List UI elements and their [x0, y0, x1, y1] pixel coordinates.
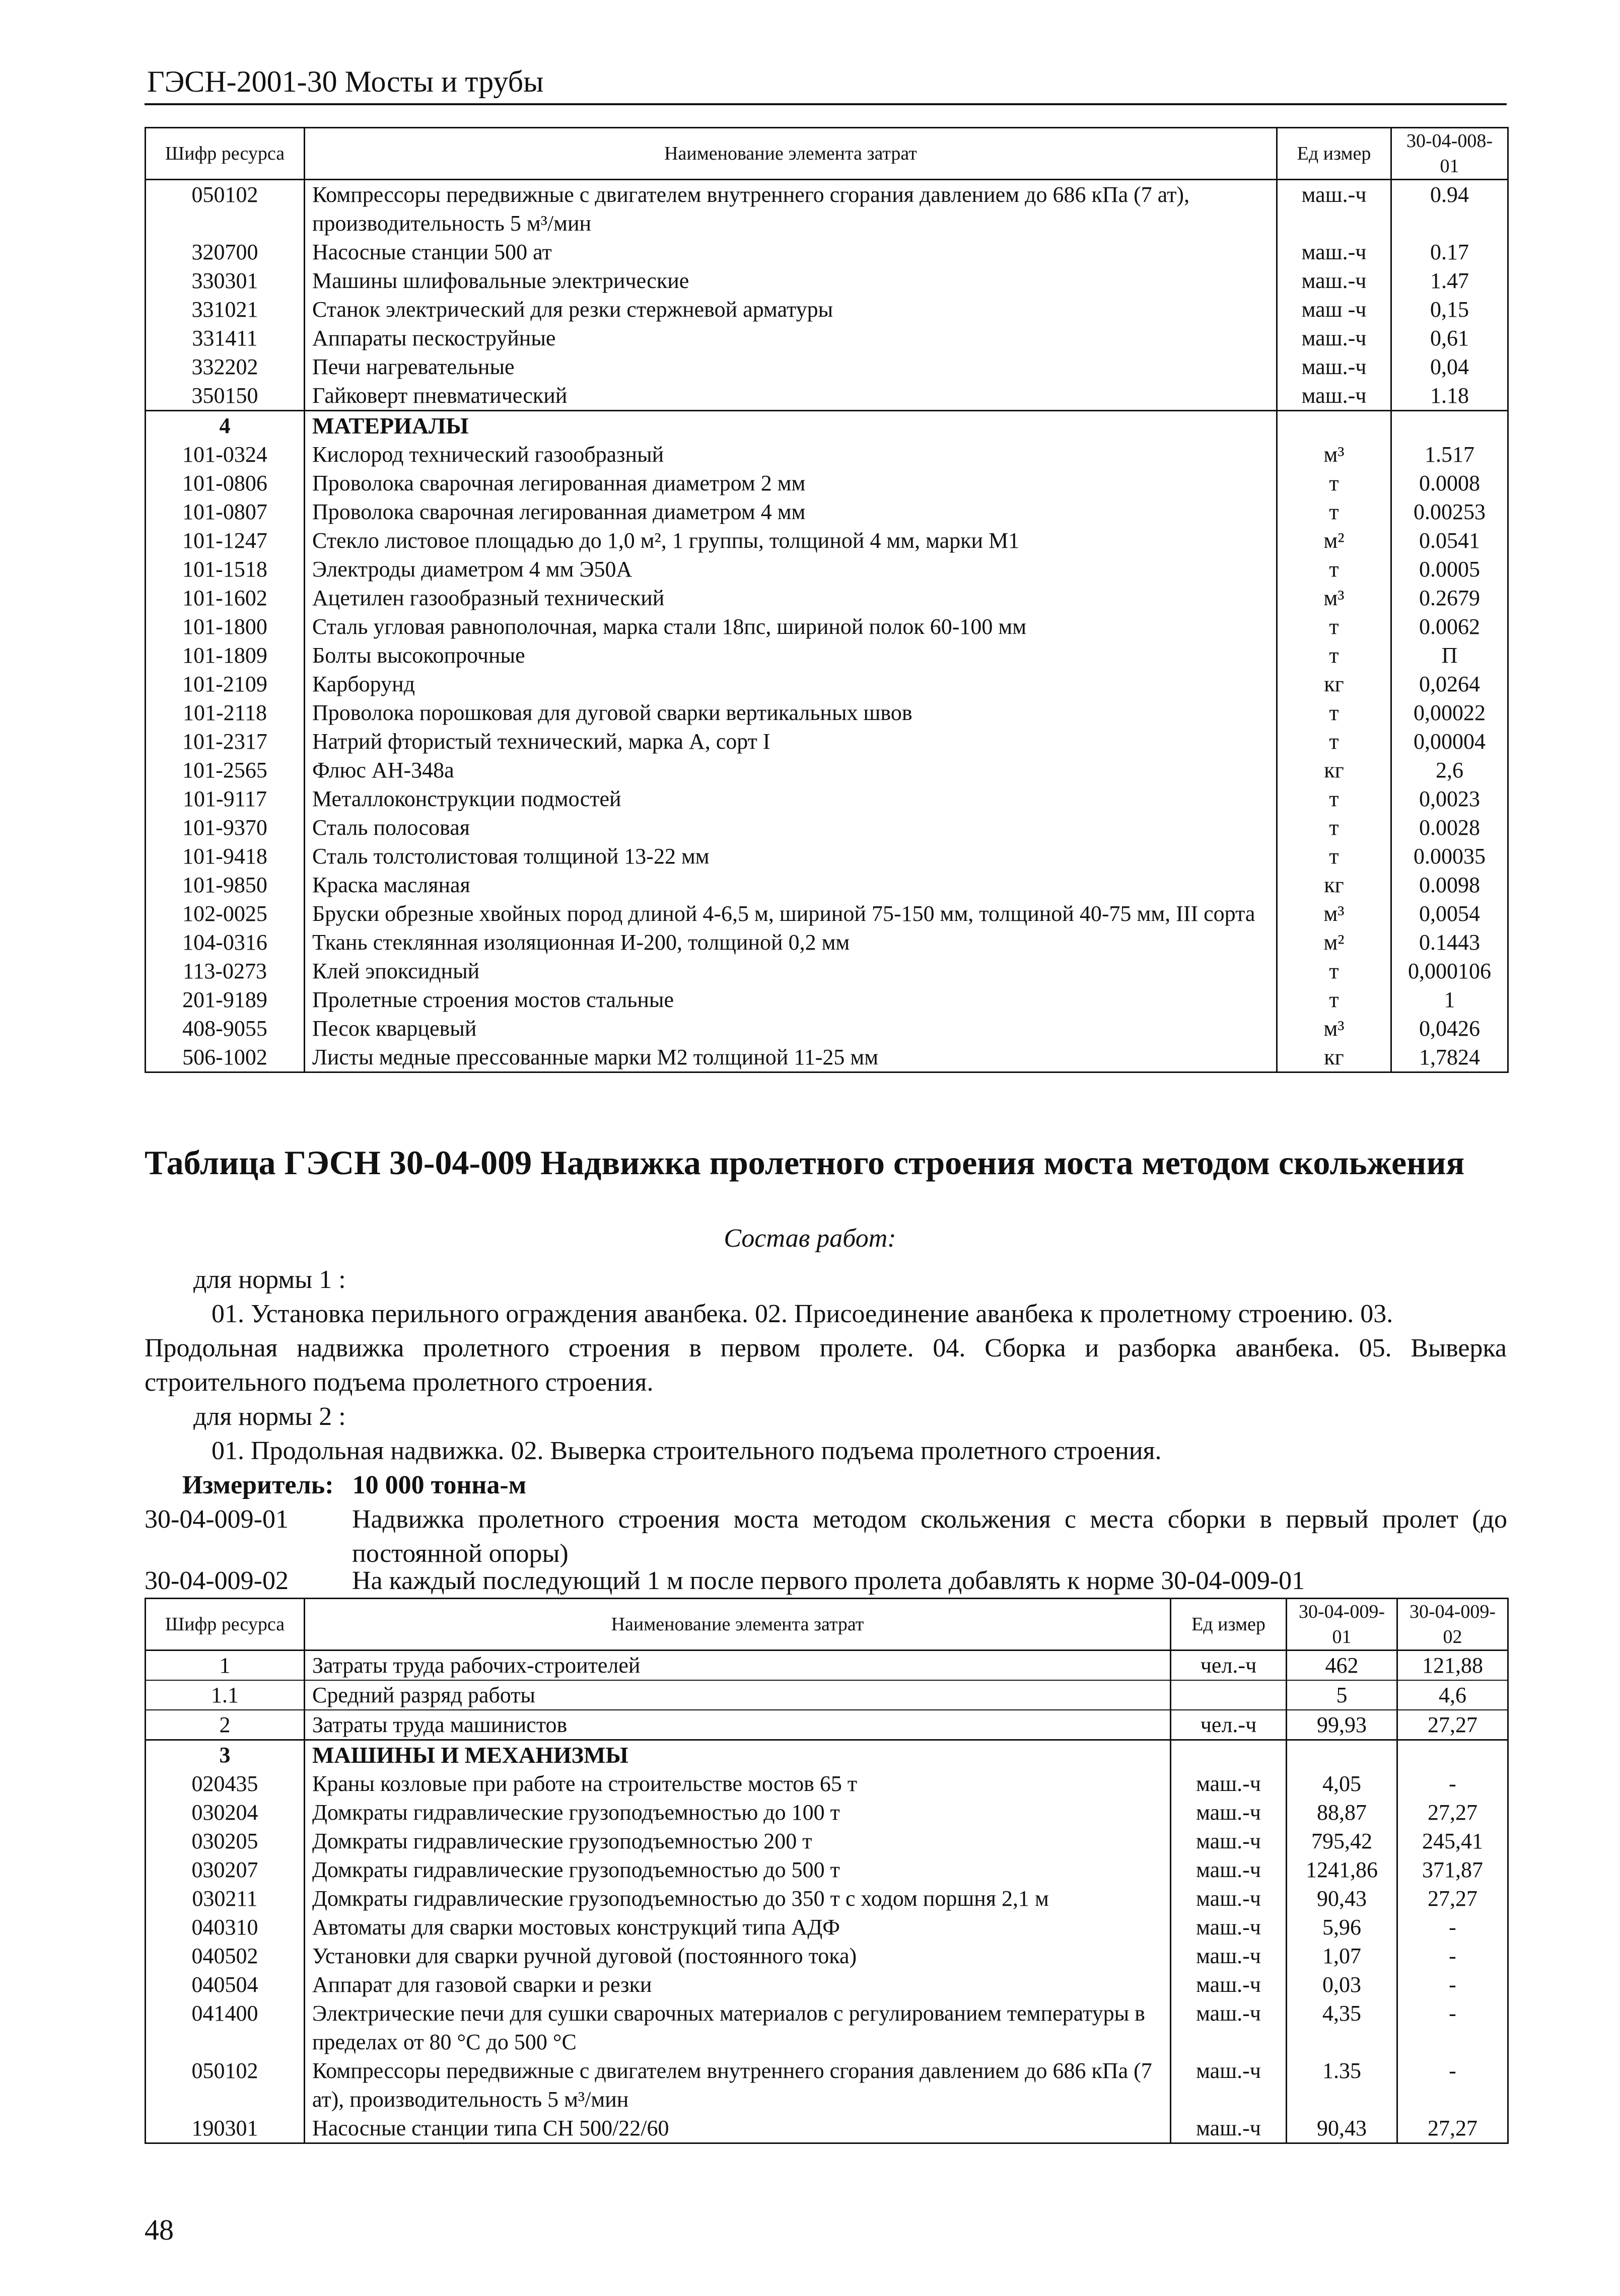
- unit-cell: маш.-ч: [1171, 1913, 1287, 1942]
- resource-code-cell: 040504: [146, 1970, 305, 1999]
- resource-name-cell: Флюс АН-348а: [305, 756, 1277, 784]
- header-code: Шифр ресурса: [146, 1599, 305, 1651]
- resource-code-cell: 408-9055: [146, 1014, 305, 1043]
- norm-value-cell: 2,6: [1391, 756, 1508, 784]
- norm-text: Надвижка пролетного строения моста методом скольжения с места сборки в первый пролет (до постоянной опоры): [352, 1505, 1507, 1568]
- measure-value: 10 000 тонна-м: [352, 1471, 527, 1499]
- table-row: [146, 871, 1508, 899]
- unit-cell: т: [1277, 842, 1391, 871]
- norm-text: На каждый последующий 1 м после первого пролета добавлять к норме 30-04-009-01: [352, 1566, 1305, 1595]
- table-row: [146, 727, 1508, 756]
- unit-cell: кг: [1277, 871, 1391, 899]
- table-row: [146, 1884, 1508, 1913]
- norm-value-cell: -: [1397, 2056, 1508, 2114]
- table-row: [146, 440, 1508, 469]
- norm-value-cell: -: [1397, 1913, 1508, 1942]
- norm-value-cell: 1,07: [1287, 1942, 1397, 1970]
- norm-value-cell: 0.00035: [1391, 842, 1508, 871]
- norm-value-cell: 0,03: [1287, 1970, 1397, 1999]
- resource-code-cell: 101-9418: [146, 842, 305, 871]
- resource-name-cell: Бруски обрезные хвойных пород длиной 4-6,5 м, шириной 75-150 мм, толщиной 40-75 мм, III сорта: [305, 899, 1277, 928]
- unit-cell: маш.-ч: [1277, 352, 1391, 381]
- unit-cell: т: [1277, 813, 1391, 842]
- section-row: [146, 1740, 1508, 1770]
- norm-value-cell: 0,0054: [1391, 899, 1508, 928]
- norm2-text: 01. Продольная надвижка. 02. Выверка строительного подъема пролетного строения.: [212, 1437, 1162, 1465]
- unit-cell: маш.-ч: [1171, 1999, 1287, 2056]
- unit-cell: т: [1277, 698, 1391, 727]
- table-row: [146, 670, 1508, 698]
- resource-code-cell: 350150: [146, 381, 305, 411]
- table-row: [146, 469, 1508, 497]
- unit-cell: кг: [1277, 756, 1391, 784]
- norm-value-cell: 4,35: [1287, 1999, 1397, 2056]
- resource-code-cell: 331411: [146, 324, 305, 352]
- resource-name-cell: Ткань стеклянная изоляционная И-200, толщиной 0,2 мм: [305, 928, 1277, 957]
- resource-name-cell: Ацетилен газообразный технический: [305, 584, 1277, 612]
- resource-code-cell: 030207: [146, 1855, 305, 1884]
- table-row: [146, 1651, 1508, 1681]
- table-row: [146, 1710, 1508, 1740]
- resource-name-cell: Установки для сварки ручной дуговой (постоянного тока): [305, 1942, 1171, 1970]
- table-row: [146, 295, 1508, 324]
- resource-name-cell: МАШИНЫ И МЕХАНИЗМЫ: [305, 1740, 1171, 1770]
- table-row: [146, 1942, 1508, 1970]
- resource-code-cell: 4: [146, 411, 305, 441]
- norm-value-cell: -: [1397, 1942, 1508, 1970]
- resource-table-009: [145, 1598, 1509, 2144]
- section-row: [146, 411, 1508, 441]
- norm-value-cell: 1.47: [1391, 266, 1508, 295]
- unit-cell: т: [1277, 985, 1391, 1014]
- resource-code-cell: 113-0273: [146, 957, 305, 985]
- unit-cell: маш.-ч: [1171, 1942, 1287, 1970]
- resource-code-cell: 1: [146, 1651, 305, 1681]
- table-header-row: [146, 1599, 1508, 1651]
- table-row: [146, 813, 1508, 842]
- resource-name-cell: Затраты труда рабочих-строителей: [305, 1651, 1171, 1681]
- norm-code: 30-04-009-02: [145, 1566, 289, 1595]
- norm-value-cell: 27,27: [1397, 2114, 1508, 2143]
- norm-value-cell: 88,87: [1287, 1798, 1397, 1827]
- norm-value-cell: 0.0098: [1391, 871, 1508, 899]
- unit-cell: [1171, 1680, 1287, 1710]
- norm-value-cell: 0,0264: [1391, 670, 1508, 698]
- header-norm-009-01: 30-04-009-01: [1287, 1599, 1397, 1651]
- norm-value-cell: 371,87: [1397, 1855, 1508, 1884]
- norm-value-cell: П: [1391, 641, 1508, 670]
- norm-value-cell: 0.17: [1391, 238, 1508, 266]
- unit-cell: т: [1277, 784, 1391, 813]
- norm-value-cell: 99,93: [1287, 1710, 1397, 1740]
- resource-name-cell: Металлоконструкции подмостей: [305, 784, 1277, 813]
- table-row: [146, 352, 1508, 381]
- resource-name-cell: Домкраты гидравлические грузоподъемностью до 500 т: [305, 1855, 1171, 1884]
- resource-code-cell: 102-0025: [146, 899, 305, 928]
- unit-cell: маш.-ч: [1277, 180, 1391, 238]
- resource-code-cell: 101-0807: [146, 497, 305, 526]
- norm-value-cell: 27,27: [1397, 1798, 1508, 1827]
- norm-value-cell: 1,7824: [1391, 1043, 1508, 1072]
- unit-cell: маш.-ч: [1171, 1827, 1287, 1855]
- norm-value-cell: [1391, 411, 1508, 441]
- resource-name-cell: Болты высокопрочные: [305, 641, 1277, 670]
- unit-cell: маш.-ч: [1171, 2056, 1287, 2114]
- resource-name-cell: Проволока сварочная легированная диаметром 4 мм: [305, 497, 1277, 526]
- table-row: [146, 698, 1508, 727]
- resource-code-cell: 101-1247: [146, 526, 305, 555]
- resource-code-cell: 101-2109: [146, 670, 305, 698]
- unit-cell: м³: [1277, 899, 1391, 928]
- resource-code-cell: 030211: [146, 1884, 305, 1913]
- table-title: Таблица ГЭСН 30-04-009 Надвижка пролетного строения моста методом скольжения: [145, 1143, 1465, 1182]
- resource-name-cell: Машины шлифовальные электрические: [305, 266, 1277, 295]
- norm-value-cell: 0,0023: [1391, 784, 1508, 813]
- table-row: [146, 1680, 1508, 1710]
- norm-value-cell: 27,27: [1397, 1710, 1508, 1740]
- table-row: [146, 756, 1508, 784]
- table-row: [146, 266, 1508, 295]
- table-row: [146, 985, 1508, 1014]
- resource-name-cell: Компрессоры передвижные с двигателем внутреннего сгорания давлением до 686 кПа (7 ат), производительность 5 м³/мин: [305, 2056, 1171, 2114]
- unit-cell: маш.-ч: [1171, 1769, 1287, 1798]
- unit-cell: маш.-ч: [1171, 1970, 1287, 1999]
- unit-cell: маш.-ч: [1277, 266, 1391, 295]
- norm-value-cell: 0.0005: [1391, 555, 1508, 584]
- table-row: [146, 2056, 1508, 2114]
- resource-code-cell: 020435: [146, 1769, 305, 1798]
- resource-name-cell: Гайковерт пневматический: [305, 381, 1277, 411]
- norm-value-cell: -: [1397, 1999, 1508, 2056]
- unit-cell: чел.-ч: [1171, 1651, 1287, 1681]
- resource-code-cell: 190301: [146, 2114, 305, 2143]
- resource-name-cell: Листы медные прессованные марки М2 толщиной 11-25 мм: [305, 1043, 1277, 1072]
- norm-value-cell: 0.00253: [1391, 497, 1508, 526]
- norm-value-cell: 0.0541: [1391, 526, 1508, 555]
- measure-label: Измеритель:: [182, 1471, 334, 1499]
- unit-cell: т: [1277, 612, 1391, 641]
- table-row: [146, 1827, 1508, 1855]
- resource-name-cell: Пролетные строения мостов стальные: [305, 985, 1277, 1014]
- unit-cell: м³: [1277, 1014, 1391, 1043]
- norm-value-cell: 0.1443: [1391, 928, 1508, 957]
- table-row: [146, 381, 1508, 411]
- norm-value-cell: 4,6: [1397, 1680, 1508, 1710]
- resource-code-cell: 030204: [146, 1798, 305, 1827]
- norm-value-cell: 4,05: [1287, 1769, 1397, 1798]
- page-number: 48: [145, 2213, 174, 2246]
- resource-code-cell: 101-1602: [146, 584, 305, 612]
- resource-name-cell: Сталь толстолистовая толщиной 13-22 мм: [305, 842, 1277, 871]
- resource-name-cell: Станок электрический для резки стержневой арматуры: [305, 295, 1277, 324]
- table-body: [146, 180, 1508, 1072]
- unit-cell: маш.-ч: [1277, 324, 1391, 352]
- resource-name-cell: Затраты труда машинистов: [305, 1710, 1171, 1740]
- unit-cell: маш -ч: [1277, 295, 1391, 324]
- table-row: [146, 641, 1508, 670]
- unit-cell: т: [1277, 727, 1391, 756]
- header-rule: [145, 103, 1507, 105]
- unit-cell: маш.-ч: [1171, 1798, 1287, 1827]
- resource-code-cell: 332202: [146, 352, 305, 381]
- table-row: [146, 584, 1508, 612]
- resource-name-cell: Электроды диаметром 4 мм Э50А: [305, 555, 1277, 584]
- resource-code-cell: 1.1: [146, 1680, 305, 1710]
- unit-cell: чел.-ч: [1171, 1710, 1287, 1740]
- unit-cell: м³: [1277, 584, 1391, 612]
- resource-name-cell: Краны козловые при работе на строительстве мостов 65 т: [305, 1769, 1171, 1798]
- resource-name-cell: Натрий фтористый технический, марка А, сорт I: [305, 727, 1277, 756]
- resource-code-cell: 101-2118: [146, 698, 305, 727]
- resource-name-cell: Электрические печи для сушки сварочных материалов с регулированием температуры в пределах от 80 °С до 500 °С: [305, 1999, 1171, 2056]
- resource-code-cell: 330301: [146, 266, 305, 295]
- norm1-text-rest: Продольная надвижка пролетного строения в первом пролете. 04. Сборка и разборка аванбека. 05. Выверка строительного подъема пролетного строения.: [145, 1334, 1507, 1397]
- unit-cell: т: [1277, 469, 1391, 497]
- norm-value-cell: 0.94: [1391, 180, 1508, 238]
- norm-value-cell: 1.517: [1391, 440, 1508, 469]
- resource-name-cell: Аппараты пескоструйные: [305, 324, 1277, 352]
- unit-cell: маш.-ч: [1277, 381, 1391, 411]
- table-row: [146, 1970, 1508, 1999]
- unit-cell: кг: [1277, 670, 1391, 698]
- resource-code-cell: 101-9370: [146, 813, 305, 842]
- resource-name-cell: Автоматы для сварки мостовых конструкций типа АДФ: [305, 1913, 1171, 1942]
- unit-cell: [1277, 411, 1391, 441]
- unit-cell: м²: [1277, 928, 1391, 957]
- norm1-label: для нормы 1 :: [193, 1265, 346, 1294]
- resource-name-cell: Кислород технический газообразный: [305, 440, 1277, 469]
- table-row: [146, 555, 1508, 584]
- norm-value-cell: 0,00004: [1391, 727, 1508, 756]
- norm-value-cell: 0,15: [1391, 295, 1508, 324]
- table-row: [146, 1014, 1508, 1043]
- resource-code-cell: 201-9189: [146, 985, 305, 1014]
- norm-value-cell: 121,88: [1397, 1651, 1508, 1681]
- table-row: [146, 842, 1508, 871]
- norm-value-cell: 27,27: [1397, 1884, 1508, 1913]
- table-row: [146, 957, 1508, 985]
- table-header-row: [146, 128, 1508, 180]
- norm-value-cell: -: [1397, 1970, 1508, 1999]
- header-norm-009-02: 30-04-009-02: [1397, 1599, 1508, 1651]
- unit-cell: маш.-ч: [1171, 2114, 1287, 2143]
- table-row: [146, 238, 1508, 266]
- table-row: [146, 612, 1508, 641]
- resource-code-cell: 050102: [146, 2056, 305, 2114]
- resource-code-cell: 101-9117: [146, 784, 305, 813]
- resource-name-cell: Клей эпоксидный: [305, 957, 1277, 985]
- norm-value-cell: 1: [1391, 985, 1508, 1014]
- norm-value-cell: 462: [1287, 1651, 1397, 1681]
- header-unit: Ед измер: [1171, 1599, 1287, 1651]
- norm-value-cell: 90,43: [1287, 2114, 1397, 2143]
- resource-code-cell: 101-0324: [146, 440, 305, 469]
- resource-code-cell: 331021: [146, 295, 305, 324]
- header-name: Наименование элемента затрат: [305, 128, 1277, 180]
- resource-code-cell: 040502: [146, 1942, 305, 1970]
- table-row: [146, 1043, 1508, 1072]
- header-norm-008-01: 30-04-008-01: [1391, 128, 1508, 180]
- header-unit: Ед измер: [1277, 128, 1391, 180]
- resource-name-cell: Домкраты гидравлические грузоподъемностью до 350 т с ходом поршня 2,1 м: [305, 1884, 1171, 1913]
- resource-name-cell: Домкраты гидравлические грузоподъемностью до 100 т: [305, 1798, 1171, 1827]
- resource-name-cell: Средний разряд работы: [305, 1680, 1171, 1710]
- unit-cell: маш.-ч: [1171, 1884, 1287, 1913]
- resource-code-cell: 2: [146, 1710, 305, 1740]
- resource-name-cell: Проволока порошковая для дуговой сварки вертикальных швов: [305, 698, 1277, 727]
- table-row: [146, 1999, 1508, 2056]
- norm-value-cell: 5,96: [1287, 1913, 1397, 1942]
- resource-name-cell: Проволока сварочная легированная диаметром 2 мм: [305, 469, 1277, 497]
- resource-code-cell: 030205: [146, 1827, 305, 1855]
- table-row: [146, 2114, 1508, 2143]
- resource-code-cell: 101-2565: [146, 756, 305, 784]
- table-body: [146, 1651, 1508, 2143]
- resource-code-cell: 040310: [146, 1913, 305, 1942]
- running-head: ГЭСН-2001-30 Мосты и трубы: [147, 65, 544, 98]
- resource-name-cell: Песок кварцевый: [305, 1014, 1277, 1043]
- resource-name-cell: Сталь угловая равнополочная, марка стали 18пс, шириной полок 60-100 мм: [305, 612, 1277, 641]
- resource-code-cell: 101-9850: [146, 871, 305, 899]
- resource-code-cell: 101-0806: [146, 469, 305, 497]
- norm-value-cell: 795,42: [1287, 1827, 1397, 1855]
- unit-cell: маш.-ч: [1277, 238, 1391, 266]
- table-row: [146, 1798, 1508, 1827]
- norm2-label: для нормы 2 :: [193, 1402, 346, 1431]
- norm-value-cell: 0.0008: [1391, 469, 1508, 497]
- unit-cell: т: [1277, 957, 1391, 985]
- resource-name-cell: Печи нагревательные: [305, 352, 1277, 381]
- unit-cell: т: [1277, 555, 1391, 584]
- table-row: [146, 1913, 1508, 1942]
- norm-value-cell: 5: [1287, 1680, 1397, 1710]
- header-code: Шифр ресурса: [146, 128, 305, 180]
- resource-code-cell: 3: [146, 1740, 305, 1770]
- unit-cell: т: [1277, 641, 1391, 670]
- resource-code-cell: 104-0316: [146, 928, 305, 957]
- norm-value-cell: 0.0028: [1391, 813, 1508, 842]
- norm-value-cell: [1287, 1740, 1397, 1770]
- resource-name-cell: Краска масляная: [305, 871, 1277, 899]
- resource-code-cell: 101-1518: [146, 555, 305, 584]
- resource-name-cell: Насосные станции 500 ат: [305, 238, 1277, 266]
- resource-name-cell: Стекло листовое площадью до 1,0 м², 1 группы, толщиной 4 мм, марки М1: [305, 526, 1277, 555]
- unit-cell: м²: [1277, 526, 1391, 555]
- composition-title: Состав работ:: [724, 1224, 896, 1253]
- norm-value-cell: -: [1397, 1769, 1508, 1798]
- table-row: [146, 324, 1508, 352]
- table-row: [146, 497, 1508, 526]
- measure-line: [182, 1468, 526, 1502]
- table-row: [146, 526, 1508, 555]
- norm-row: [145, 1502, 1507, 1571]
- resource-code-cell: 050102: [146, 180, 305, 238]
- norm-value-cell: 0,0426: [1391, 1014, 1508, 1043]
- resource-name-cell: Сталь полосовая: [305, 813, 1277, 842]
- unit-cell: м³: [1277, 440, 1391, 469]
- norm-value-cell: 1241,86: [1287, 1855, 1397, 1884]
- norm-value-cell: [1397, 1740, 1508, 1770]
- resource-name-cell: МАТЕРИАЛЫ: [305, 411, 1277, 441]
- table-row: [146, 899, 1508, 928]
- norm-value-cell: 1.35: [1287, 2056, 1397, 2114]
- resource-name-cell: Компрессоры передвижные с двигателем внутреннего сгорания давлением до 686 кПа (7 ат), производительность 5 м³/мин: [305, 180, 1277, 238]
- norm-value-cell: 0.0062: [1391, 612, 1508, 641]
- resource-code-cell: 320700: [146, 238, 305, 266]
- resource-code-cell: 101-1800: [146, 612, 305, 641]
- resource-name-cell: Домкраты гидравлические грузоподъемностью 200 т: [305, 1827, 1171, 1855]
- norm1-text-first-line: 01. Установка перильного ограждения аванбека. 02. Присоединение аванбека к пролетному строению. 03.: [212, 1300, 1393, 1328]
- unit-cell: [1171, 1740, 1287, 1770]
- table-row: [146, 1769, 1508, 1798]
- norm-code: 30-04-009-01: [145, 1505, 289, 1534]
- norm-value-cell: 0,04: [1391, 352, 1508, 381]
- norm-value-cell: 0,000106: [1391, 957, 1508, 985]
- header-name: Наименование элемента затрат: [305, 1599, 1171, 1651]
- resource-name-cell: Насосные станции типа СН 500/22/60: [305, 2114, 1171, 2143]
- resource-code-cell: 101-1809: [146, 641, 305, 670]
- unit-cell: т: [1277, 497, 1391, 526]
- resource-code-cell: 101-2317: [146, 727, 305, 756]
- resource-name-cell: Аппарат для газовой сварки и резки: [305, 1970, 1171, 1999]
- norm-value-cell: 90,43: [1287, 1884, 1397, 1913]
- table-row: [146, 928, 1508, 957]
- resource-table-008: [145, 127, 1509, 1073]
- norm-value-cell: 245,41: [1397, 1827, 1508, 1855]
- resource-code-cell: 041400: [146, 1999, 305, 2056]
- norm-value-cell: 0,61: [1391, 324, 1508, 352]
- table-row: [146, 1855, 1508, 1884]
- table-row: [146, 180, 1508, 238]
- unit-cell: кг: [1277, 1043, 1391, 1072]
- resource-name-cell: Карборунд: [305, 670, 1277, 698]
- resource-code-cell: 506-1002: [146, 1043, 305, 1072]
- norm-value-cell: 0,00022: [1391, 698, 1508, 727]
- norm-value-cell: 1.18: [1391, 381, 1508, 411]
- table-row: [146, 784, 1508, 813]
- unit-cell: маш.-ч: [1171, 1855, 1287, 1884]
- norm-value-cell: 0.2679: [1391, 584, 1508, 612]
